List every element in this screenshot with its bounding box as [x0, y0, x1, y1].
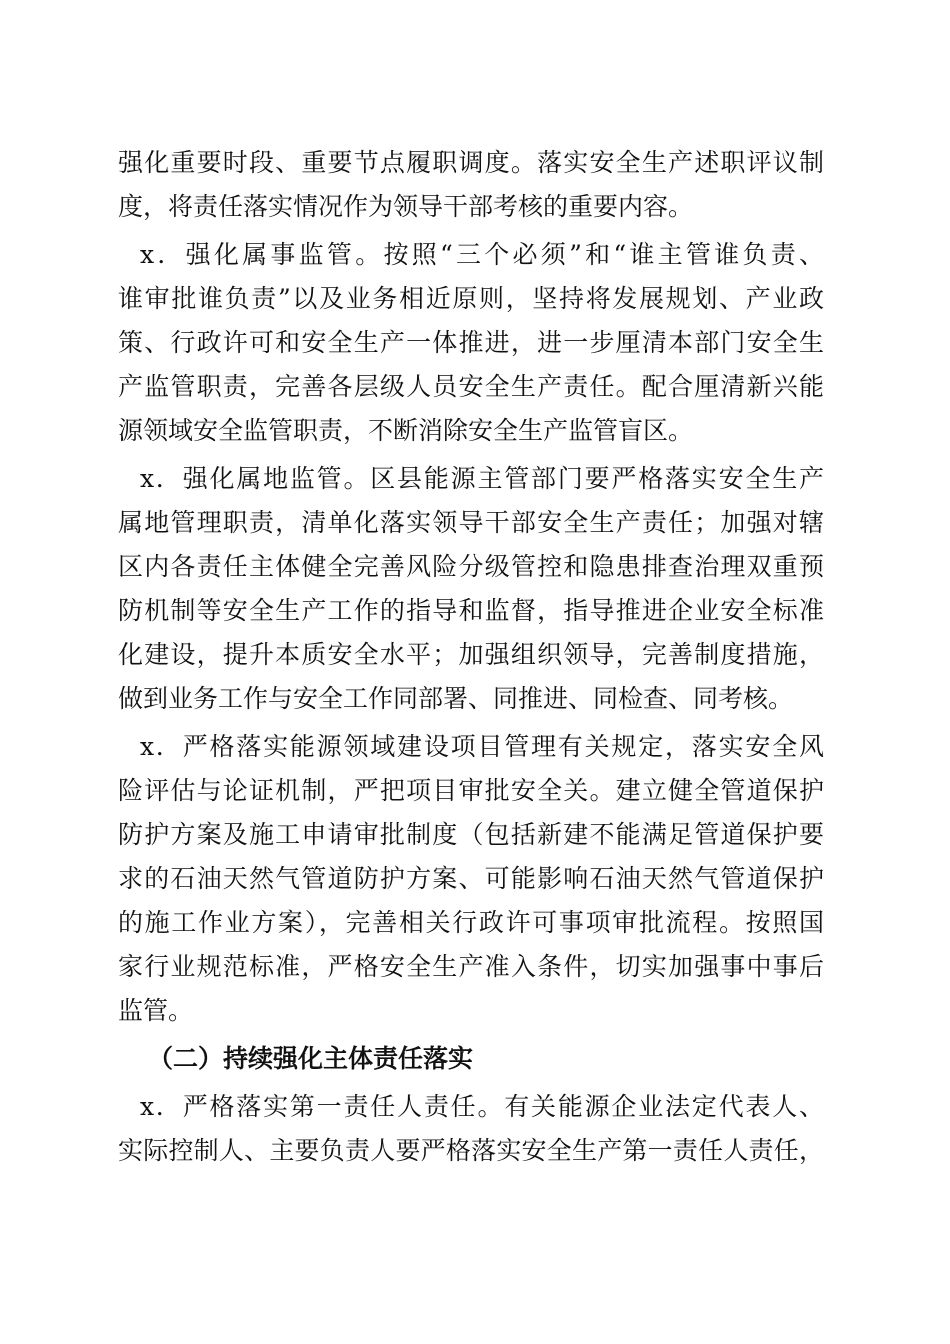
text-line: 策、行政许可和安全生产一体推进，进一步厘清本部门安全生: [118, 328, 824, 357]
text-line: x．强化属地监管。区县能源主管部门要严格落实安全生产: [140, 464, 824, 493]
text-line: 的施工作业方案），完善相关行政许可事项审批流程。按照国: [118, 908, 824, 937]
text-line: x．严格落实第一责任人责任。有关能源企业法定代表人、: [140, 1092, 824, 1121]
paragraph: [118, 457, 824, 721]
text-line: 求的石油天然气管道防护方案、可能影响石油天然气管道保护: [118, 864, 824, 893]
text-line: 化建设，提升本质安全水平；加强组织领导，完善制度措施，: [118, 640, 824, 669]
text-line: x．严格落实能源领域建设项目管理有关规定，落实安全风: [140, 732, 824, 761]
text-line: 产监管职责，完善各层级人员安全生产责任。配合厘清新兴能: [118, 372, 824, 401]
section-heading: [118, 1037, 824, 1081]
paragraph: [118, 725, 824, 1033]
text-line: 源领域安全监管职责，不断消除安全生产监管盲区。: [118, 416, 694, 445]
text-line: x．强化属事监管。按照“三个必须”和“谁主管谁负责、: [140, 240, 824, 269]
document-body: [118, 141, 824, 1177]
text-line: 险评估与论证机制，严把项目审批安全关。建立健全管道保护: [118, 776, 824, 805]
paragraph: [118, 141, 824, 229]
paragraph: [118, 1085, 824, 1173]
text-line: 度，将责任落实情况作为领导干部考核的重要内容。: [118, 192, 694, 221]
text-line: 属地管理职责，清单化落实领导干部安全生产责任；加强对辖: [118, 508, 824, 537]
paragraph: [118, 233, 824, 453]
text-line: 做到业务工作与安全工作同部署、同推进、同检查、同考核。: [118, 684, 794, 713]
text-line: 谁审批谁负责”以及业务相近原则，坚持将发展规划、产业政: [118, 284, 824, 313]
text-line: 防机制等安全生产工作的指导和监督，指导推进企业安全标准: [118, 596, 824, 625]
text-line: 区内各责任主体健全完善风险分级管控和隐患排查治理双重预: [118, 552, 824, 581]
text-line: 实际控制人、主要负责人要严格落实安全生产第一责任人责任，: [118, 1136, 824, 1165]
text-line: 防护方案及施工申请审批制度（包括新建不能满足管道保护要: [118, 820, 824, 849]
text-line: 家行业规范标准，严格安全生产准入条件，切实加强事中事后: [118, 952, 824, 981]
text-line: 强化重要时段、重要节点履职调度。落实安全生产述职评议制: [118, 148, 824, 177]
text-line: （二）持续强化主体责任落实: [148, 1044, 474, 1073]
text-line: 监管。: [118, 996, 194, 1025]
